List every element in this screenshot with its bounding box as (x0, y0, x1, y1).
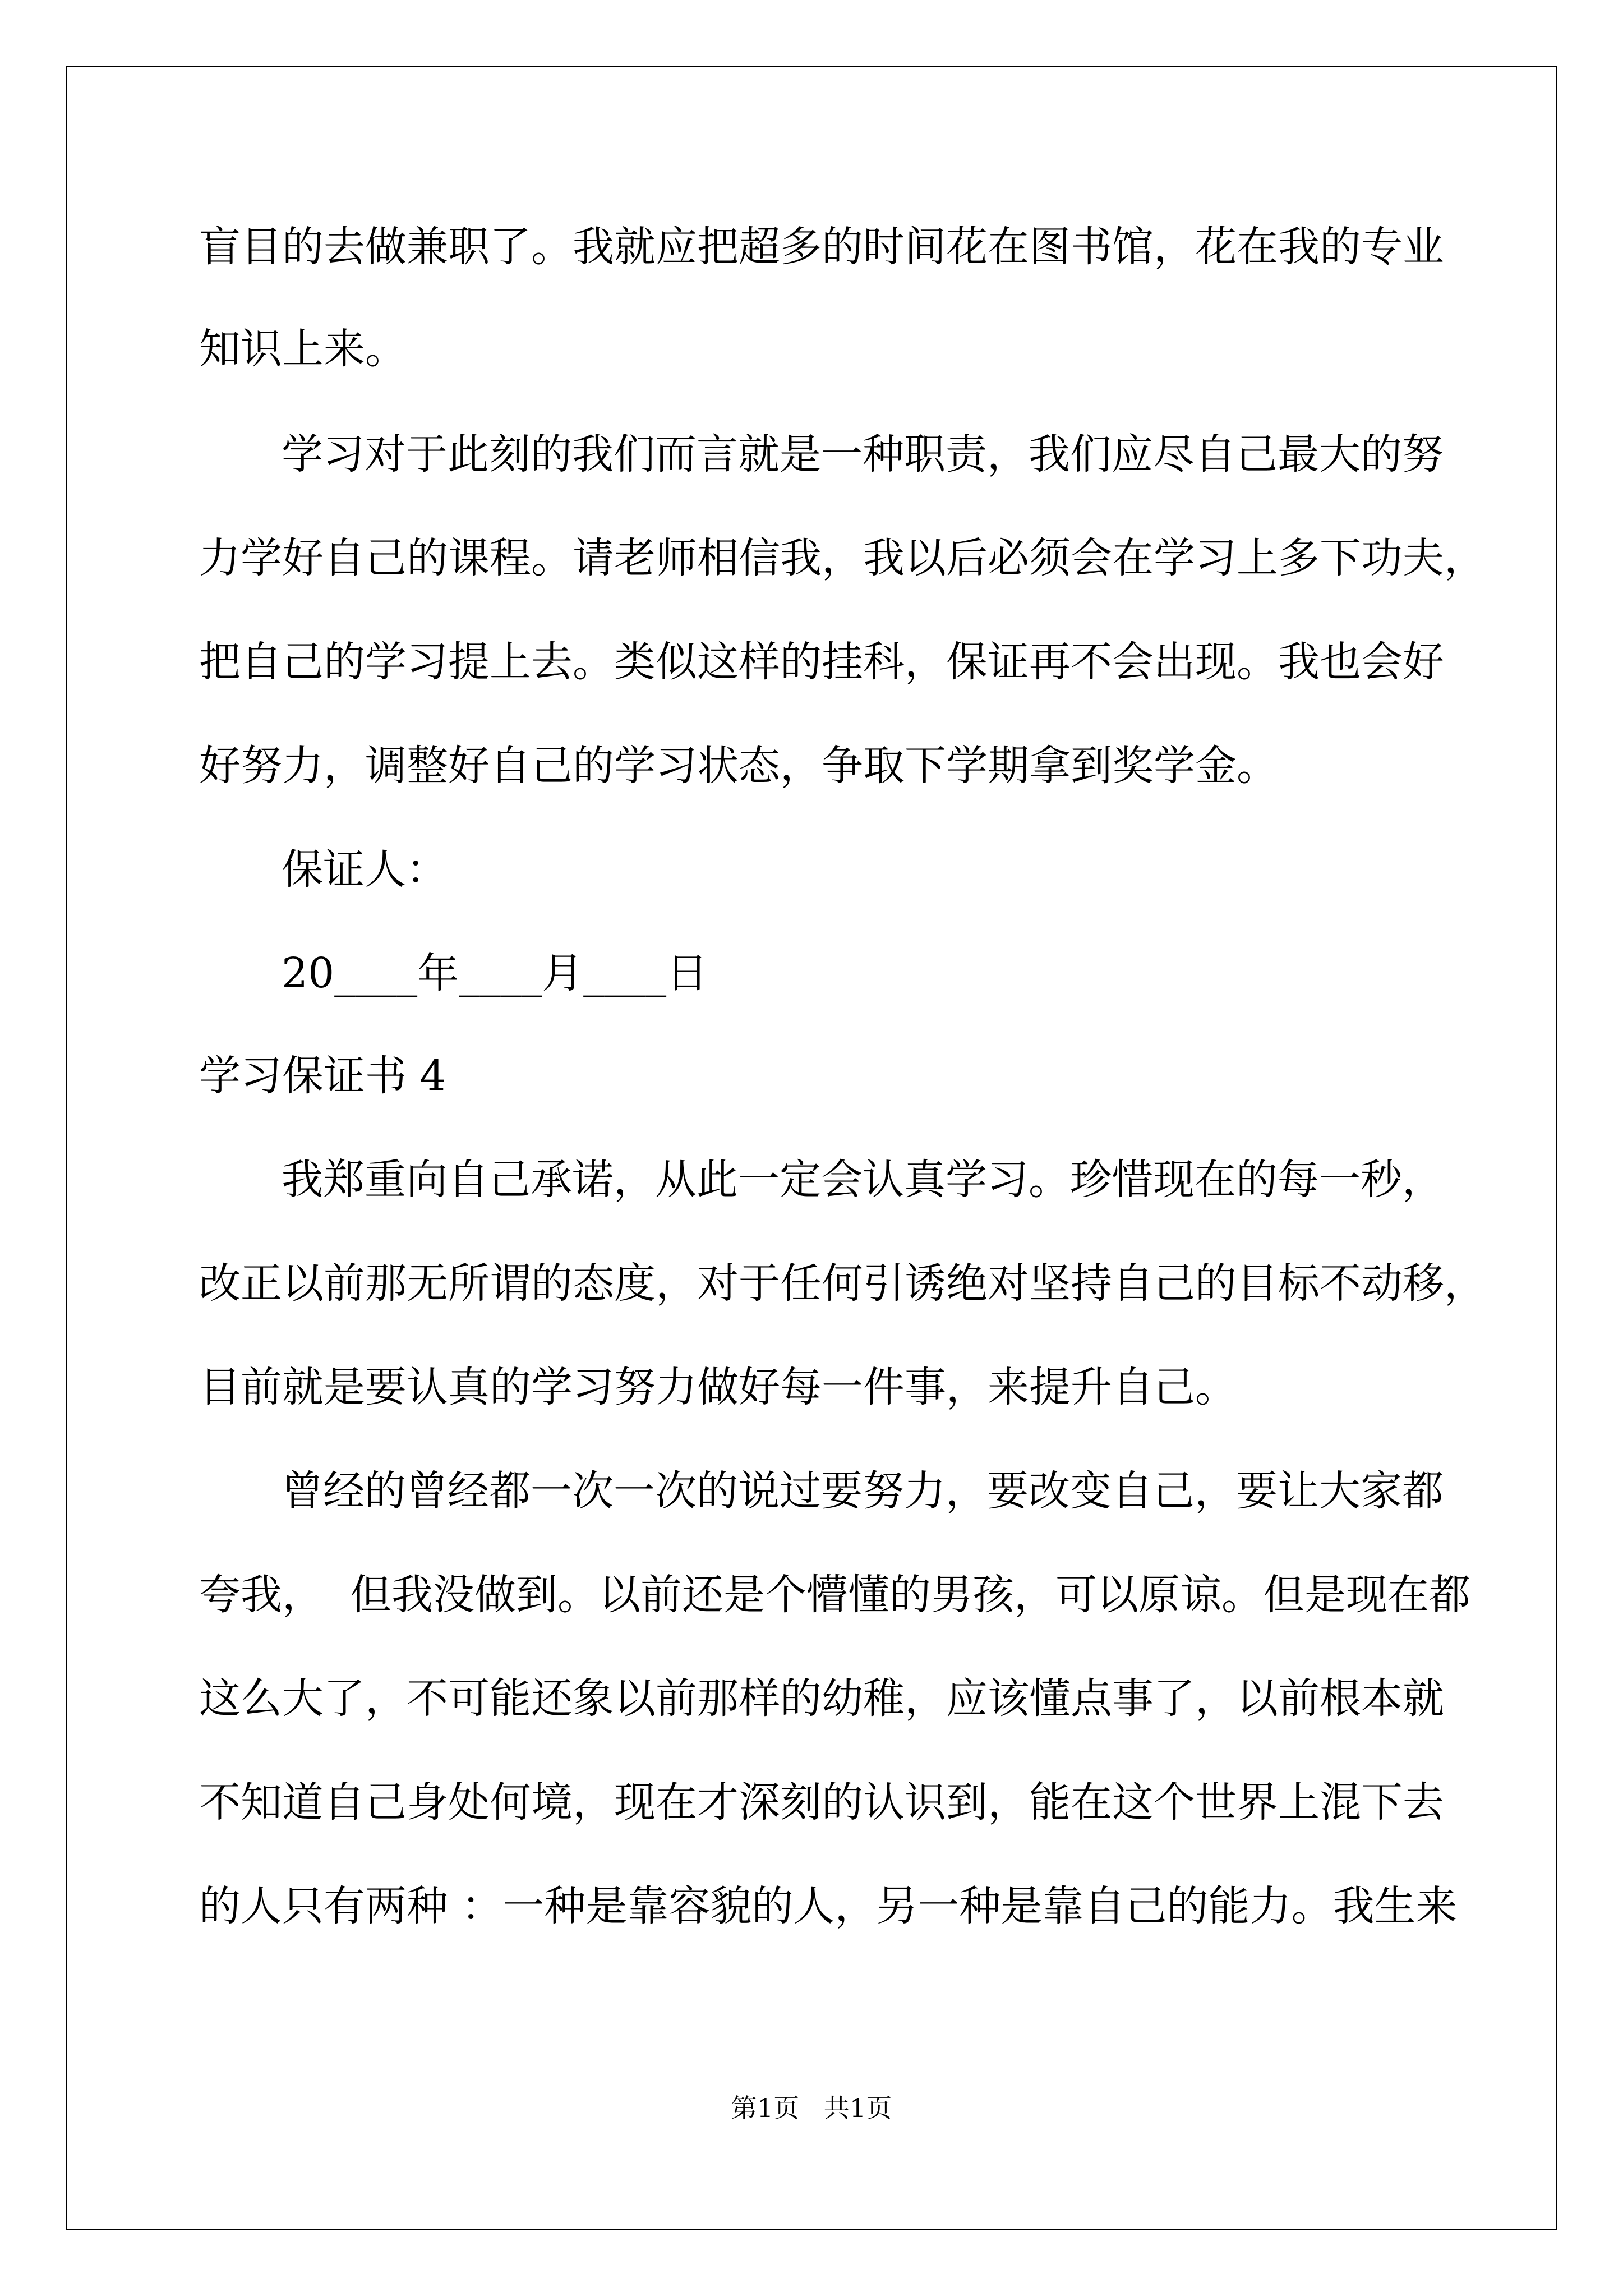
text-line-6: 好努力，调整好自己的学习状态，争取下学期拿到奖学金。 (199, 742, 1278, 790)
text-line-3: 学习对于此刻的我们而言就是一种职责，我们应尽自己最大的努 (282, 430, 1444, 478)
section-heading: 学习保证书 4 (199, 1052, 446, 1100)
text-line-11: 改正以前那无所谓的态度，对于任何引诱绝对坚持自己的目标不动移， (199, 1259, 1486, 1308)
signer-line: 保证人： (282, 845, 448, 894)
text-line-10: 我郑重向自己承诺，从此一定会认真学习。珍惜现在的每一秒， (282, 1156, 1444, 1204)
text-line-13: 曾经的曾经都一次一次的说过要努力，要改变自己，要让大家都 (282, 1467, 1444, 1515)
text-line-12: 目前就是要认真的学习努力做好每一件事，来提升自己。 (199, 1363, 1237, 1411)
text-line-2: 知识上来。 (199, 325, 407, 373)
text-line-16: 不知道自己身处何境，现在才深刻的认识到，能在这个世界上混下去 (199, 1778, 1444, 1826)
date-line: 20____年____月____日 (282, 949, 708, 997)
text-line-17: 的人只有两种 ：一种是靠容貌的人，另一种是靠自己的能力。我生来 (199, 1882, 1458, 1930)
text-line-14: 夸我， 但我没做到。以前还是个懵懂的男孩，可以原谅。但是现在都 (199, 1571, 1471, 1619)
text-line-1: 盲目的去做兼职了。我就应把超多的时间花在图书馆，花在我的专业 (199, 223, 1444, 271)
text-line-5: 把自己的学习提上去。类似这样的挂科，保证再不会出现。我也会好 (199, 638, 1444, 686)
text-line-15: 这么大了，不可能还象以前那样的幼稚，应该懂点事了，以前根本就 (199, 1674, 1444, 1723)
text-line-4: 力学好自己的课程。请老师相信我，我以后必须会在学习上多下功夫， (199, 534, 1486, 582)
page-footer: 第1页 共1页 (731, 2093, 892, 2123)
